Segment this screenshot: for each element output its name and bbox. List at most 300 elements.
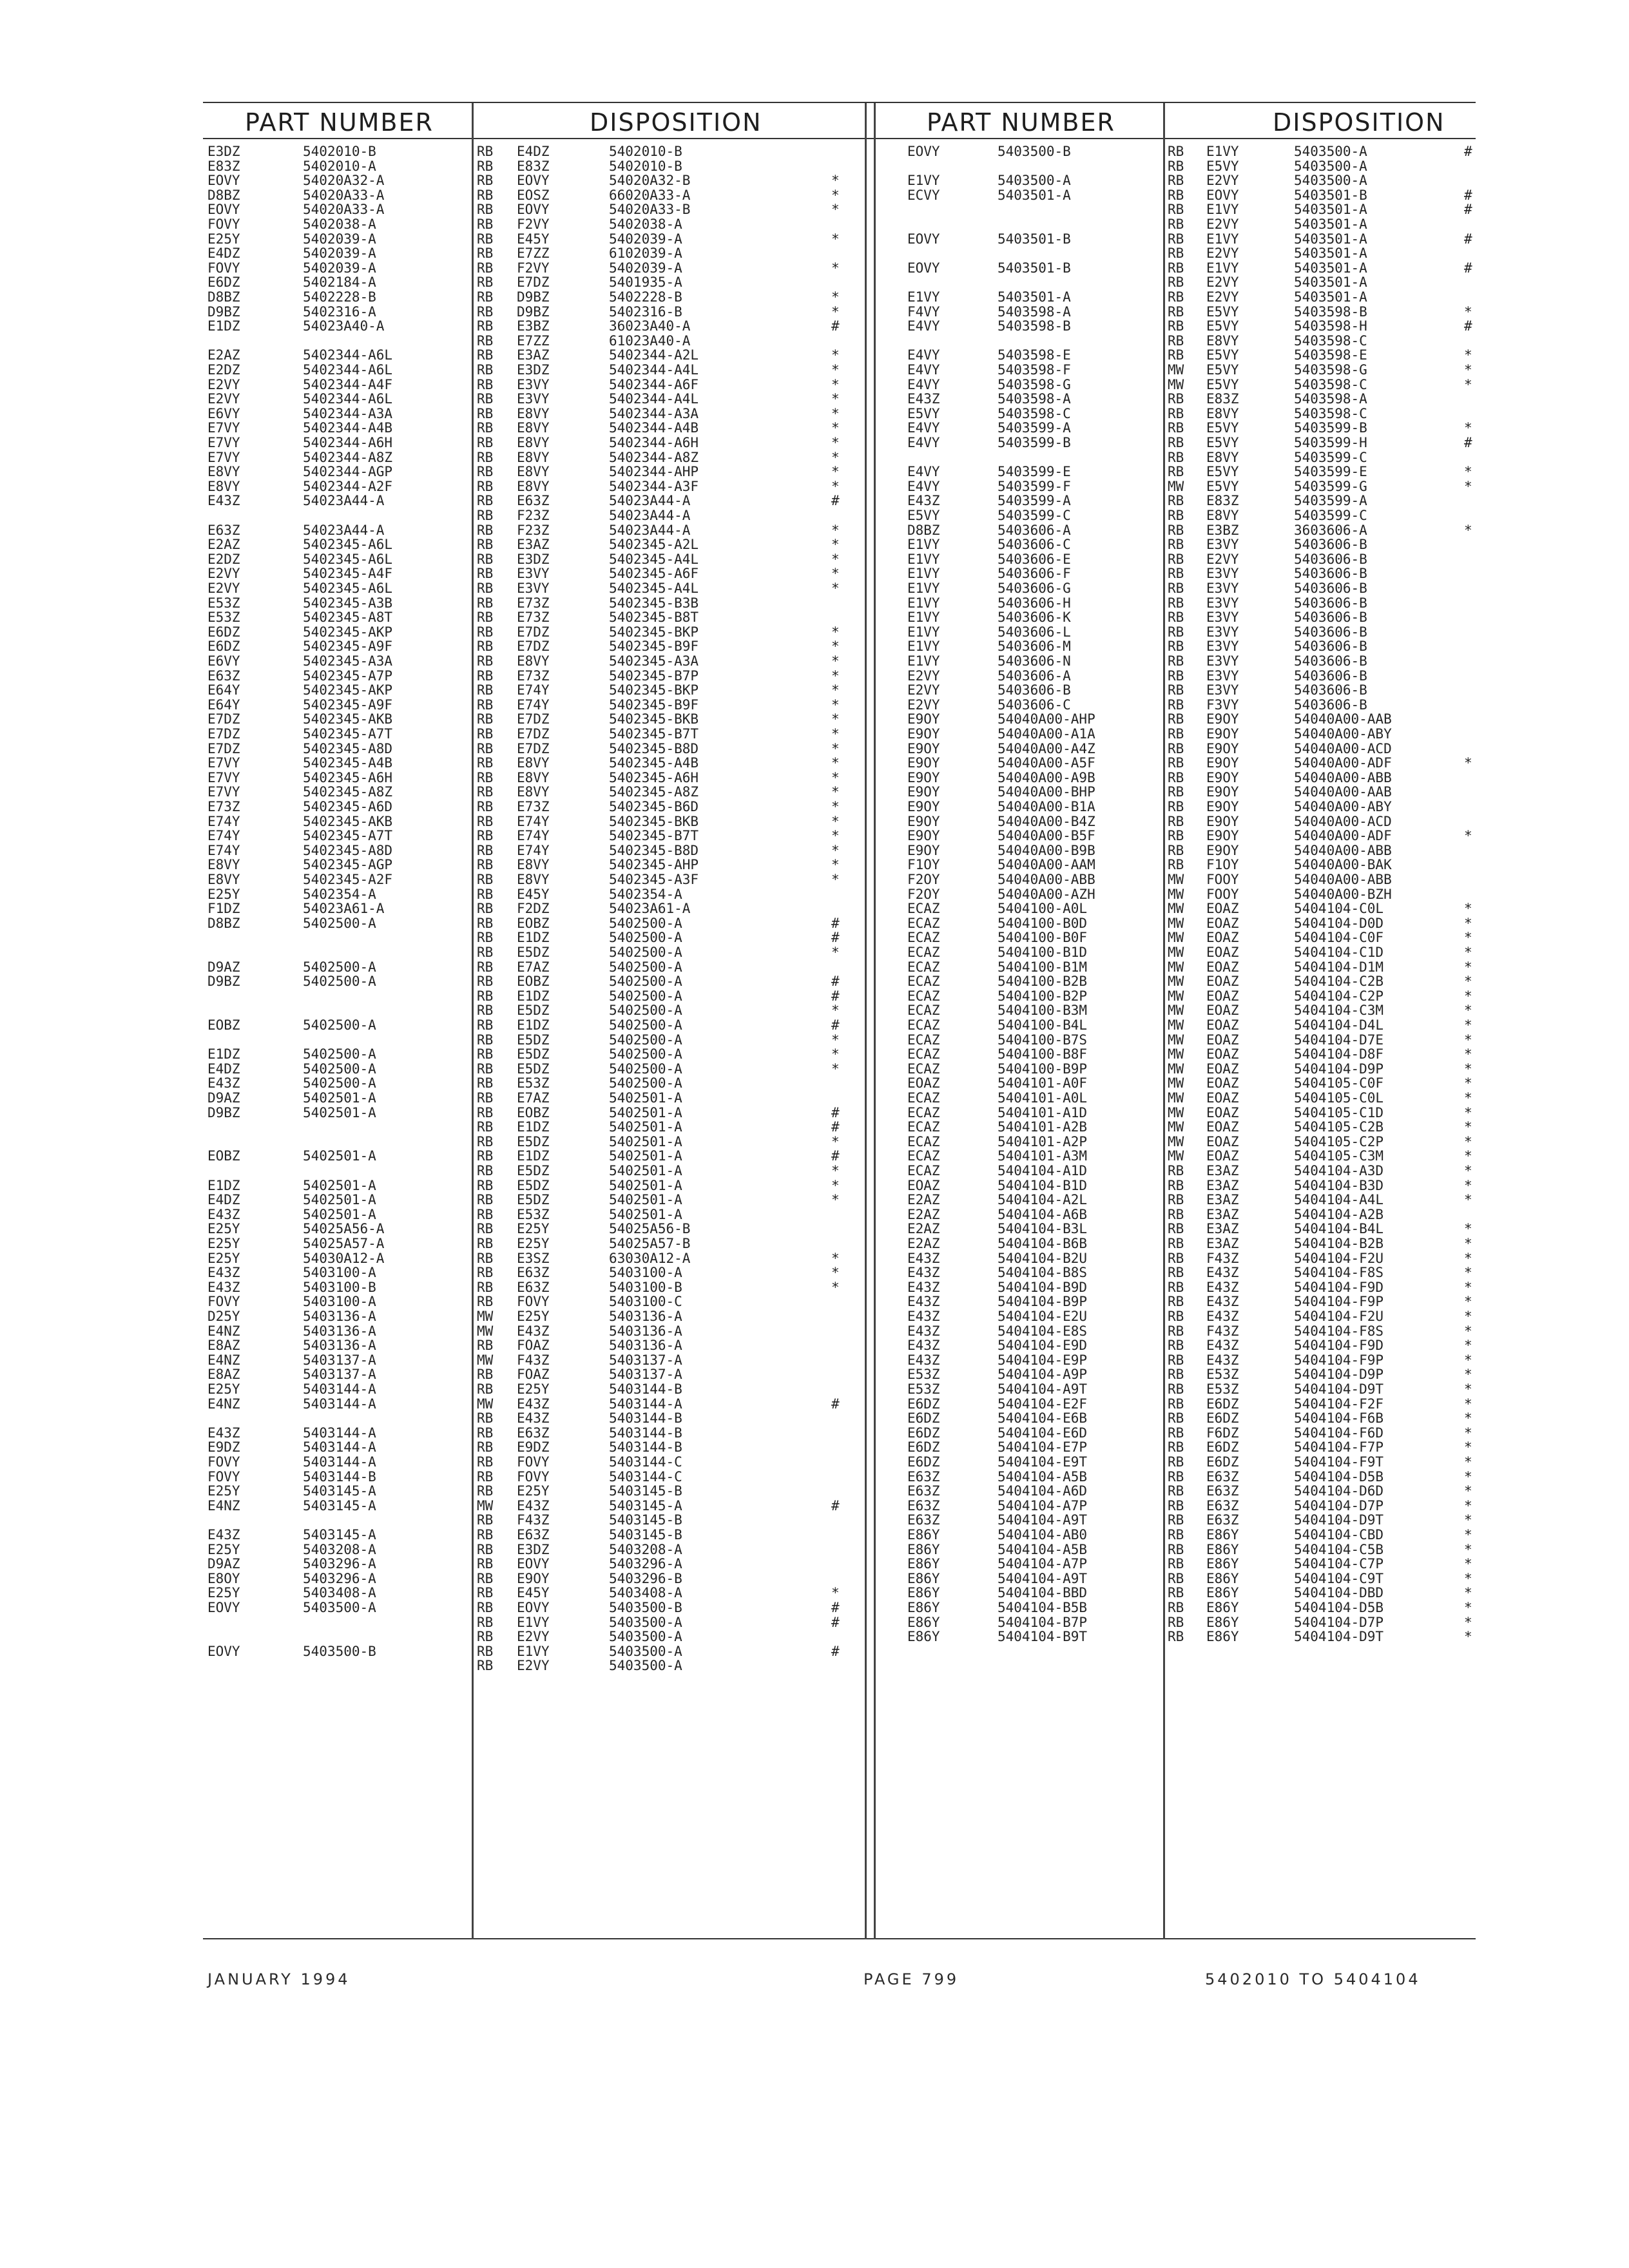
disp-code: RB xyxy=(477,639,494,655)
disp-number: 5403606-B xyxy=(1294,610,1367,626)
disp-prefix: E3AZ xyxy=(517,537,550,553)
disp-number: 5403598-A xyxy=(1294,391,1367,407)
disp-number: 5403144-C xyxy=(609,1454,682,1470)
table-row xyxy=(0,552,1629,566)
disp-code: RB xyxy=(477,915,494,931)
disp-prefix: EOAZ xyxy=(1206,1003,1239,1019)
part-number: 5404100-B2P xyxy=(998,988,1088,1004)
disp-number: 5404104-D5B xyxy=(1294,1468,1384,1485)
disp-number: 5402316-B xyxy=(609,303,682,320)
disp-number: 54020A32-B xyxy=(609,173,691,189)
part-prefix: ECAZ xyxy=(907,959,940,975)
disp-prefix: E3VY xyxy=(1206,668,1239,684)
disp-code: RB xyxy=(1168,595,1184,611)
part-number: 5403598-B xyxy=(998,318,1071,334)
part-prefix: E7VY xyxy=(207,769,240,785)
disp-number: 5403606-B xyxy=(1294,682,1367,698)
table-row xyxy=(0,1106,1629,1120)
table-row xyxy=(0,1499,1629,1513)
marker: * xyxy=(831,1192,840,1208)
disp-number: 5404104-B3D xyxy=(1294,1177,1384,1193)
part-number: 5403144-A xyxy=(303,1425,376,1441)
disp-code: RB xyxy=(477,1294,494,1310)
disp-number: 5403208-A xyxy=(609,1541,682,1557)
part-number: 5403501-A xyxy=(998,289,1071,305)
part-prefix: EOAZ xyxy=(907,1177,940,1193)
marker: * xyxy=(1464,362,1472,378)
disp-code: RB xyxy=(1168,1410,1184,1427)
disp-prefix: E25Y xyxy=(517,1309,550,1324)
disp-prefix: E5VY xyxy=(1206,420,1239,436)
disp-number: 5404104-F2U xyxy=(1294,1309,1384,1324)
disp-number: 5403606-B xyxy=(1294,595,1367,611)
disp-code: RB xyxy=(477,158,494,174)
disp-code: RB xyxy=(1168,1396,1184,1412)
table-row xyxy=(0,1236,1629,1251)
marker: # xyxy=(831,1643,840,1659)
table-row xyxy=(0,989,1629,1003)
disp-number: 5404104-C3M xyxy=(1294,1003,1384,1019)
disp-prefix: E53Z xyxy=(1206,1367,1239,1383)
part-number: 5404104-B5B xyxy=(998,1600,1088,1615)
part-number: 5404104-B2U xyxy=(998,1250,1088,1266)
disp-code: RB xyxy=(477,682,494,698)
disp-code: RB xyxy=(477,522,494,538)
disp-number: 5403145-A xyxy=(609,1497,682,1514)
disp-prefix: E8VY xyxy=(517,435,550,450)
marker: * xyxy=(831,1061,840,1077)
disp-prefix: E86Y xyxy=(1206,1570,1239,1586)
disp-code: RB xyxy=(477,1017,494,1033)
disp-number: 54040A00-AAB xyxy=(1294,711,1392,727)
disp-prefix: E5VY xyxy=(1206,303,1239,320)
disp-number: 5402344-A8Z xyxy=(609,449,699,465)
marker: * xyxy=(1464,1352,1472,1368)
part-prefix: E4VY xyxy=(907,318,940,334)
disp-prefix: E74Y xyxy=(517,828,550,844)
disp-number: 54023A44-A xyxy=(609,493,691,509)
disp-code: RB xyxy=(477,1527,494,1542)
disp-prefix: EOVY xyxy=(517,1556,550,1572)
disp-number: 5402344-A4L xyxy=(609,362,699,378)
part-number: 5404104-A6D xyxy=(998,1483,1088,1499)
marker: * xyxy=(1464,901,1472,917)
disp-prefix: F2DZ xyxy=(517,901,550,917)
disp-number: 5403100-B xyxy=(609,1279,682,1295)
marker: * xyxy=(1464,915,1472,931)
marker: * xyxy=(831,173,840,189)
disp-number: 5403599-A xyxy=(1294,493,1367,509)
disp-number: 5403500-A xyxy=(1294,158,1367,174)
part-prefix: E83Z xyxy=(207,158,240,174)
disp-code: RB xyxy=(1168,1338,1184,1354)
disp-prefix: E9OY xyxy=(517,1570,550,1586)
table-row xyxy=(0,232,1629,246)
disp-number: 5403144-B xyxy=(609,1381,682,1397)
disp-code: RB xyxy=(1168,799,1184,814)
disp-number: 5403500-A xyxy=(609,1658,682,1674)
table-row xyxy=(0,1265,1629,1280)
disp-number: 5403100-C xyxy=(609,1294,682,1310)
disp-code: RB xyxy=(1168,653,1184,669)
disp-number: 5404104-F9D xyxy=(1294,1338,1384,1354)
disp-code: RB xyxy=(1168,1221,1184,1237)
disp-prefix: E8VY xyxy=(517,872,550,887)
marker: * xyxy=(831,755,840,771)
part-prefix: FOVY xyxy=(207,1294,240,1310)
part-prefix: E2VY xyxy=(207,391,240,407)
marker: * xyxy=(1464,1367,1472,1383)
disp-prefix: EOVY xyxy=(517,1600,550,1615)
disp-code: RB xyxy=(1168,769,1184,785)
table-row xyxy=(0,290,1629,304)
disp-number: 5402345-B3B xyxy=(609,595,699,611)
disp-number: 5402501-A xyxy=(609,1192,682,1208)
part-number: 54020A33-A xyxy=(303,187,385,203)
disp-number: 5404104-C1D xyxy=(1294,945,1384,960)
part-prefix: EOVY xyxy=(207,1600,240,1615)
disp-prefix: EOAZ xyxy=(1206,1061,1239,1077)
disp-code: RB xyxy=(477,1032,494,1048)
part-number: 5403598-A xyxy=(998,391,1071,407)
part-prefix: E63Z xyxy=(907,1468,940,1485)
disp-prefix: E83Z xyxy=(1206,391,1239,407)
disp-prefix: E43Z xyxy=(517,1497,550,1514)
part-number: 5402345-A8Z xyxy=(303,784,393,800)
part-prefix: E2AZ xyxy=(207,347,240,363)
part-number: 5404104-E6D xyxy=(998,1425,1088,1441)
disp-prefix: E5DZ xyxy=(517,1061,550,1077)
part-number: 54025A57-A xyxy=(303,1236,385,1251)
disp-code: RB xyxy=(1168,842,1184,858)
part-number: 5404100-B4L xyxy=(998,1017,1088,1033)
disp-number: 5403598-C xyxy=(1294,405,1367,421)
part-number: 5404100-B0F xyxy=(998,930,1088,946)
disp-code: RB xyxy=(477,1629,494,1645)
part-number: 5402500-A xyxy=(303,915,376,931)
marker: * xyxy=(831,1163,840,1178)
table-row xyxy=(0,305,1629,319)
disp-code: MW xyxy=(1168,1104,1184,1120)
part-prefix: FOVY xyxy=(207,1454,240,1470)
part-number: 5403606-G xyxy=(998,581,1071,596)
part-number: 54025A56-A xyxy=(303,1221,385,1237)
marker: * xyxy=(831,1046,840,1062)
part-prefix: E43Z xyxy=(207,1265,240,1281)
disp-number: 5404104-F6D xyxy=(1294,1425,1384,1441)
disp-code: MW xyxy=(477,1352,494,1368)
disp-code: RB xyxy=(477,668,494,684)
marker: * xyxy=(1464,1541,1472,1557)
disp-prefix: E45Y xyxy=(517,231,550,247)
marker: * xyxy=(1464,1046,1472,1062)
disp-prefix: E3AZ xyxy=(1206,1163,1239,1178)
part-number: 54040A00-B9B xyxy=(998,842,1095,858)
part-number: 5402501-A xyxy=(303,1177,376,1193)
part-number: 5402345-A3A xyxy=(303,653,393,669)
marker: * xyxy=(1464,1396,1472,1412)
marker: * xyxy=(1464,522,1472,538)
part-prefix: E5VY xyxy=(907,508,940,523)
marker: * xyxy=(1464,1294,1472,1310)
part-prefix: D8BZ xyxy=(207,915,240,931)
marker: * xyxy=(831,303,840,320)
disp-number: 5402345-BKB xyxy=(609,711,699,727)
disp-number: 5402500-A xyxy=(609,1032,682,1048)
table-row xyxy=(0,537,1629,552)
marker: * xyxy=(1464,1527,1472,1542)
disp-prefix: E3VY xyxy=(1206,624,1239,640)
disp-prefix: E5VY xyxy=(1206,376,1239,392)
part-number: 5403501-A xyxy=(998,187,1071,203)
disp-number: 5404105-C3M xyxy=(1294,1148,1384,1164)
disp-code: RB xyxy=(477,1338,494,1354)
disp-number: 5404104-D9T xyxy=(1294,1629,1384,1645)
disp-prefix: E86Y xyxy=(1206,1614,1239,1630)
disp-number: 5402345-B9F xyxy=(609,697,699,713)
disp-code: MW xyxy=(1168,915,1184,931)
part-prefix: E4DZ xyxy=(207,1061,240,1077)
disp-number: 5403501-A xyxy=(1294,260,1367,276)
disp-prefix: E83Z xyxy=(517,158,550,174)
part-number: 5403100-A xyxy=(303,1294,376,1310)
marker: # xyxy=(831,1104,840,1120)
marker: * xyxy=(831,566,840,582)
disp-prefix: EOAZ xyxy=(1206,930,1239,946)
disp-code: RB xyxy=(1168,1163,1184,1178)
table-row xyxy=(0,698,1629,712)
part-number: 5402500-A xyxy=(303,1075,376,1091)
part-prefix: EOVY xyxy=(907,144,940,159)
disp-prefix: E43Z xyxy=(517,1323,550,1339)
part-prefix: E2VY xyxy=(207,581,240,596)
marker: * xyxy=(1464,1090,1472,1106)
part-number: 5404104-B8S xyxy=(998,1265,1088,1281)
part-prefix: E7VY xyxy=(207,449,240,465)
part-number: 5404104-A9T xyxy=(998,1512,1088,1528)
part-number: 5403136-A xyxy=(303,1338,376,1354)
part-prefix: EOVY xyxy=(907,260,940,276)
disp-number: 5404104-D7E xyxy=(1294,1032,1384,1048)
disp-prefix: E7DZ xyxy=(517,639,550,655)
part-prefix: E6DZ xyxy=(907,1410,940,1427)
table-row xyxy=(0,1440,1629,1454)
part-number: 5403137-A xyxy=(303,1367,376,1383)
disp-code: RB xyxy=(1168,740,1184,756)
part-number: 5404100-B3M xyxy=(998,1003,1088,1019)
part-prefix: E64Y xyxy=(207,682,240,698)
disp-code: RB xyxy=(1168,274,1184,291)
disp-number: 54023A61-A xyxy=(609,901,691,917)
disp-number: 5402345-A4L xyxy=(609,581,699,596)
part-prefix: E43Z xyxy=(207,1206,240,1222)
disp-prefix: E86Y xyxy=(1206,1629,1239,1645)
marker: * xyxy=(1464,1075,1472,1091)
top-rule xyxy=(203,102,1476,103)
marker: * xyxy=(1464,478,1472,494)
disp-number: 5402039-A xyxy=(609,260,682,276)
disp-code: RB xyxy=(1168,216,1184,232)
disp-prefix: EOBZ xyxy=(517,915,550,931)
disp-prefix: E8VY xyxy=(517,478,550,494)
disp-prefix: E25Y xyxy=(517,1236,550,1251)
disp-number: 5402501-A xyxy=(609,1177,682,1193)
table-row xyxy=(0,887,1629,901)
table-row xyxy=(0,275,1629,289)
disp-prefix: F23Z xyxy=(517,508,550,523)
disp-code: RB xyxy=(477,1265,494,1281)
disp-prefix: E3DZ xyxy=(517,551,550,567)
disp-prefix: EOBZ xyxy=(517,1104,550,1120)
part-number: 54040A00-AHP xyxy=(998,711,1095,727)
disp-number: 5404104-C2P xyxy=(1294,988,1384,1004)
disp-prefix: E3AZ xyxy=(1206,1206,1239,1222)
part-prefix: E43Z xyxy=(907,1309,940,1324)
disp-prefix: E3AZ xyxy=(1206,1177,1239,1193)
disp-prefix: E8VY xyxy=(517,857,550,873)
part-prefix: EOVY xyxy=(907,231,940,247)
left-disposition-header: DISPOSITION xyxy=(590,108,762,137)
part-number: 5402010-B xyxy=(303,144,376,159)
disp-number: 5404104-CBD xyxy=(1294,1527,1384,1542)
disp-prefix: E2VY xyxy=(1206,216,1239,232)
marker: # xyxy=(831,930,840,946)
disp-number: 5403599-C xyxy=(1294,508,1367,523)
disp-prefix: E25Y xyxy=(517,1221,550,1237)
disp-prefix: F23Z xyxy=(517,522,550,538)
disp-prefix: E8VY xyxy=(1206,405,1239,421)
part-number: 5402345-A6L xyxy=(303,537,393,553)
disp-code: RB xyxy=(1168,144,1184,159)
part-number: 5402010-A xyxy=(303,158,376,174)
marker: * xyxy=(1464,1104,1472,1120)
part-prefix: FOVY xyxy=(207,216,240,232)
part-number: 5402354-A xyxy=(303,886,376,902)
disp-code: RB xyxy=(477,449,494,465)
disp-prefix: E1VY xyxy=(1206,260,1239,276)
disp-prefix: E8VY xyxy=(517,420,550,436)
disp-code: RB xyxy=(477,1236,494,1251)
table-row xyxy=(0,1222,1629,1236)
marker: * xyxy=(831,405,840,421)
table-row xyxy=(0,1600,1629,1615)
marker: * xyxy=(1464,1323,1472,1339)
disp-number: 5403296-B xyxy=(609,1570,682,1586)
part-number: 54040A00-B1A xyxy=(998,799,1095,814)
part-number: 5404100-B9P xyxy=(998,1061,1088,1077)
disp-code: RB xyxy=(1168,1570,1184,1586)
disp-prefix: E3DZ xyxy=(517,1541,550,1557)
part-number: 5402345-A6L xyxy=(303,551,393,567)
disp-code: RB xyxy=(477,478,494,494)
marker: # xyxy=(831,915,840,931)
disp-prefix: E3VY xyxy=(1206,581,1239,596)
part-number: 5403606-H xyxy=(998,595,1071,611)
part-prefix: E5VY xyxy=(907,405,940,421)
part-prefix: D9BZ xyxy=(207,974,240,990)
part-number: 5402345-AKP xyxy=(303,682,393,698)
disp-code: RB xyxy=(477,886,494,902)
part-number: 54020A32-A xyxy=(303,173,385,189)
table-row xyxy=(0,479,1629,494)
marker: * xyxy=(831,740,840,756)
disp-number: 5403500-A xyxy=(1294,144,1367,159)
disp-prefix: E2VY xyxy=(517,1629,550,1645)
part-prefix: ECAZ xyxy=(907,1119,940,1135)
part-prefix: E6DZ xyxy=(907,1454,940,1470)
disp-prefix: EOBZ xyxy=(517,974,550,990)
marker: * xyxy=(831,1250,840,1266)
disp-code: RB xyxy=(477,362,494,378)
part-prefix: ECAZ xyxy=(907,1046,940,1062)
part-prefix: E1DZ xyxy=(207,1046,240,1062)
marker: * xyxy=(1464,945,1472,960)
part-number: 5402345-A7P xyxy=(303,668,393,684)
table-row xyxy=(0,465,1629,479)
part-number: 54030A12-A xyxy=(303,1250,385,1266)
disp-number: 5402500-A xyxy=(609,1046,682,1062)
disp-number: 5402500-A xyxy=(609,930,682,946)
marker: * xyxy=(1464,1279,1472,1295)
disp-code: RB xyxy=(477,901,494,917)
part-prefix: ECAZ xyxy=(907,1148,940,1164)
disp-number: 5403598-C xyxy=(1294,332,1367,349)
table-row xyxy=(0,1091,1629,1105)
part-prefix: D9AZ xyxy=(207,959,240,975)
part-number: 5403606-A xyxy=(998,668,1071,684)
part-prefix: E64Y xyxy=(207,697,240,713)
disp-prefix: E5VY xyxy=(1206,318,1239,334)
disp-number: 5402010-B xyxy=(609,144,682,159)
part-prefix: F1DZ xyxy=(207,901,240,917)
disp-prefix: E5VY xyxy=(1206,158,1239,174)
part-prefix: E6VY xyxy=(207,405,240,421)
disp-number: 5403501-A xyxy=(1294,231,1367,247)
table-row xyxy=(0,930,1629,945)
disp-number: 5402345-AHP xyxy=(609,857,699,873)
disp-prefix: E63Z xyxy=(1206,1468,1239,1485)
table-row xyxy=(0,173,1629,187)
part-prefix: EOVY xyxy=(207,202,240,218)
part-number: 5403501-B xyxy=(998,260,1071,276)
disp-prefix: E53Z xyxy=(1206,1381,1239,1397)
part-prefix: ECAZ xyxy=(907,901,940,917)
disp-number: 54040A00-BZH xyxy=(1294,886,1392,902)
part-number: 5404101-A3M xyxy=(998,1148,1088,1164)
disp-code: RB xyxy=(1168,245,1184,262)
marker: * xyxy=(831,828,840,844)
part-prefix: ECAZ xyxy=(907,988,940,1004)
disp-number: 5402344-A3A xyxy=(609,405,699,421)
part-prefix: E2VY xyxy=(907,682,940,698)
table-row xyxy=(0,1149,1629,1163)
part-number: 5404104-E9T xyxy=(998,1454,1088,1470)
part-number: 5404104-A7P xyxy=(998,1556,1088,1572)
disp-number: 5404105-C0L xyxy=(1294,1090,1384,1106)
disp-prefix: E43Z xyxy=(1206,1294,1239,1310)
disp-number: 5402345-A4B xyxy=(609,755,699,771)
part-number: 5404104-AB0 xyxy=(998,1527,1088,1542)
disp-prefix: EOAZ xyxy=(1206,1133,1239,1149)
marker: * xyxy=(1464,303,1472,320)
disp-number: 5404104-F2U xyxy=(1294,1250,1384,1266)
part-prefix: E86Y xyxy=(907,1629,940,1645)
table-row xyxy=(0,1586,1629,1600)
part-prefix: EOVY xyxy=(207,173,240,189)
part-number: 5404101-A0F xyxy=(998,1075,1088,1091)
disp-number: 5404104-F8S xyxy=(1294,1323,1384,1339)
marker: * xyxy=(1464,1148,1472,1164)
